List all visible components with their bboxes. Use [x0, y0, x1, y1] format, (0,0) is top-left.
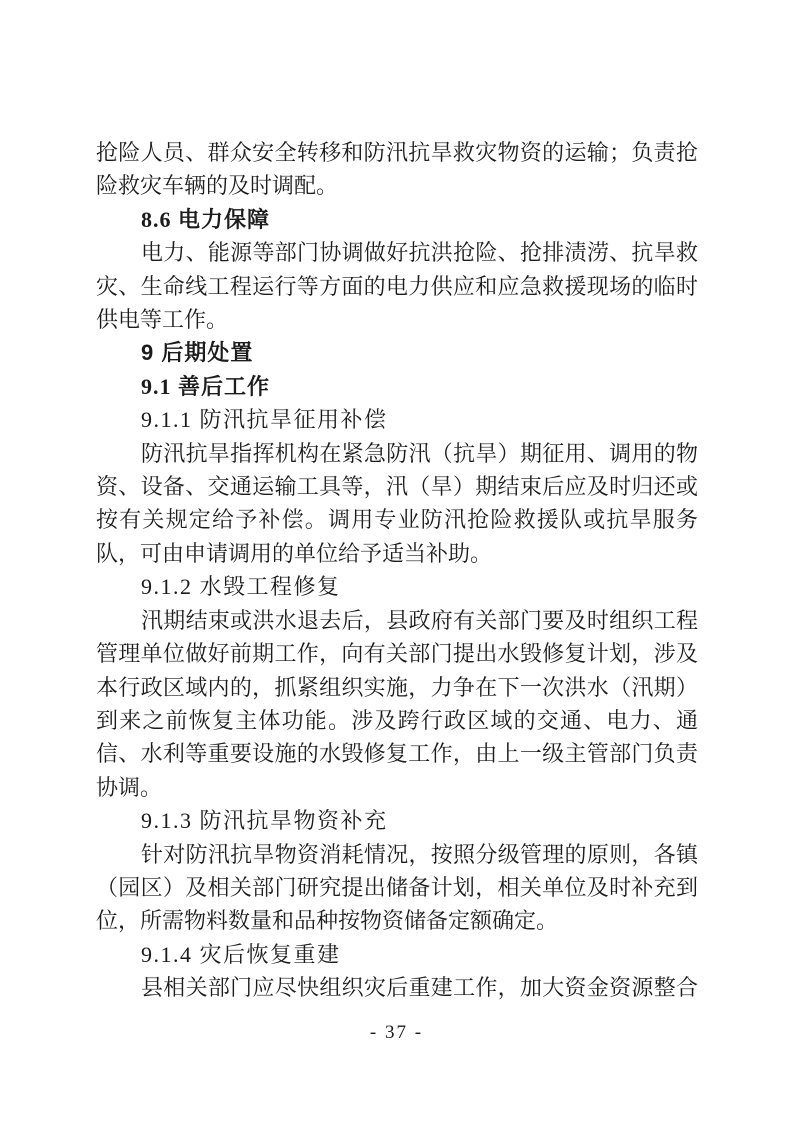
body-line: 信、水利等重要设施的水毁修复工作，由上一级主管部门负责	[96, 741, 698, 767]
body-line: 协调。	[96, 774, 163, 800]
body-line: 汛期结束或洪水退去后，县政府有关部门要及时组织工程	[141, 607, 698, 633]
heading-9-1-1: 9.1.1 防汛抗旱征用补偿	[141, 407, 388, 433]
body-line: 按有关规定给予补偿。调用专业防汛抢险救援队或抗旱服务	[96, 507, 698, 533]
body-line: 资、设备、交通运输工具等，汛（旱）期结束后应及时归还或	[96, 474, 698, 500]
body-line: 位，所需物料数量和品种按物资储备定额确定。	[96, 908, 559, 934]
body-line: 抢险人员、群众安全转移和防汛抗旱救灾物资的运输；负责抢	[96, 140, 698, 165]
document-body	[96, 136, 698, 1005]
body-line: 防汛抗旱指挥机构在紧急防汛（抗旱）期征用、调用的物	[141, 440, 698, 466]
body-line: 管理单位做好前期工作，向有关部门提出水毁修复计划，涉及	[96, 641, 698, 667]
heading-9-1: 9.1 善后工作	[141, 373, 271, 399]
heading-9-1-3: 9.1.3 防汛抗旱物资补充	[141, 808, 388, 834]
body-line: 灾、生命线工程运行等方面的电力供应和应急救援现场的临时	[96, 273, 698, 299]
body-line: 队，可由申请调用的单位给予适当补助。	[96, 540, 493, 566]
page-number: - 37 -	[369, 1022, 424, 1043]
body-line: 到来之前恢复主体功能。涉及跨行政区域的交通、电力、通	[96, 707, 698, 733]
body-line: 电力、能源等部门协调做好抗洪抢险、抢排渍涝、抗旱救	[141, 240, 698, 266]
heading-9-1-2: 9.1.2 水毁工程修复	[141, 574, 341, 600]
body-line: 本行政区域内的，抓紧组织实施，力争在下一次洪水（汛期）	[96, 674, 698, 700]
heading-9-1-4: 9.1.4 灾后恢复重建	[141, 941, 341, 967]
body-line: （园区）及相关部门研究提出储备计划，相关单位及时补充到	[96, 874, 698, 900]
body-line: 险救灾车辆的及时调配。	[96, 173, 339, 199]
body-line: 供电等工作。	[96, 307, 229, 333]
heading-9: 9 后期处置	[141, 340, 254, 366]
body-line: 针对防汛抗旱物资消耗情况，按照分级管理的原则，各镇	[141, 841, 698, 867]
heading-8-6: 8.6 电力保障	[141, 206, 271, 232]
body-line: 县相关部门应尽快组织灾后重建工作，加大资金资源整合	[141, 975, 698, 1001]
